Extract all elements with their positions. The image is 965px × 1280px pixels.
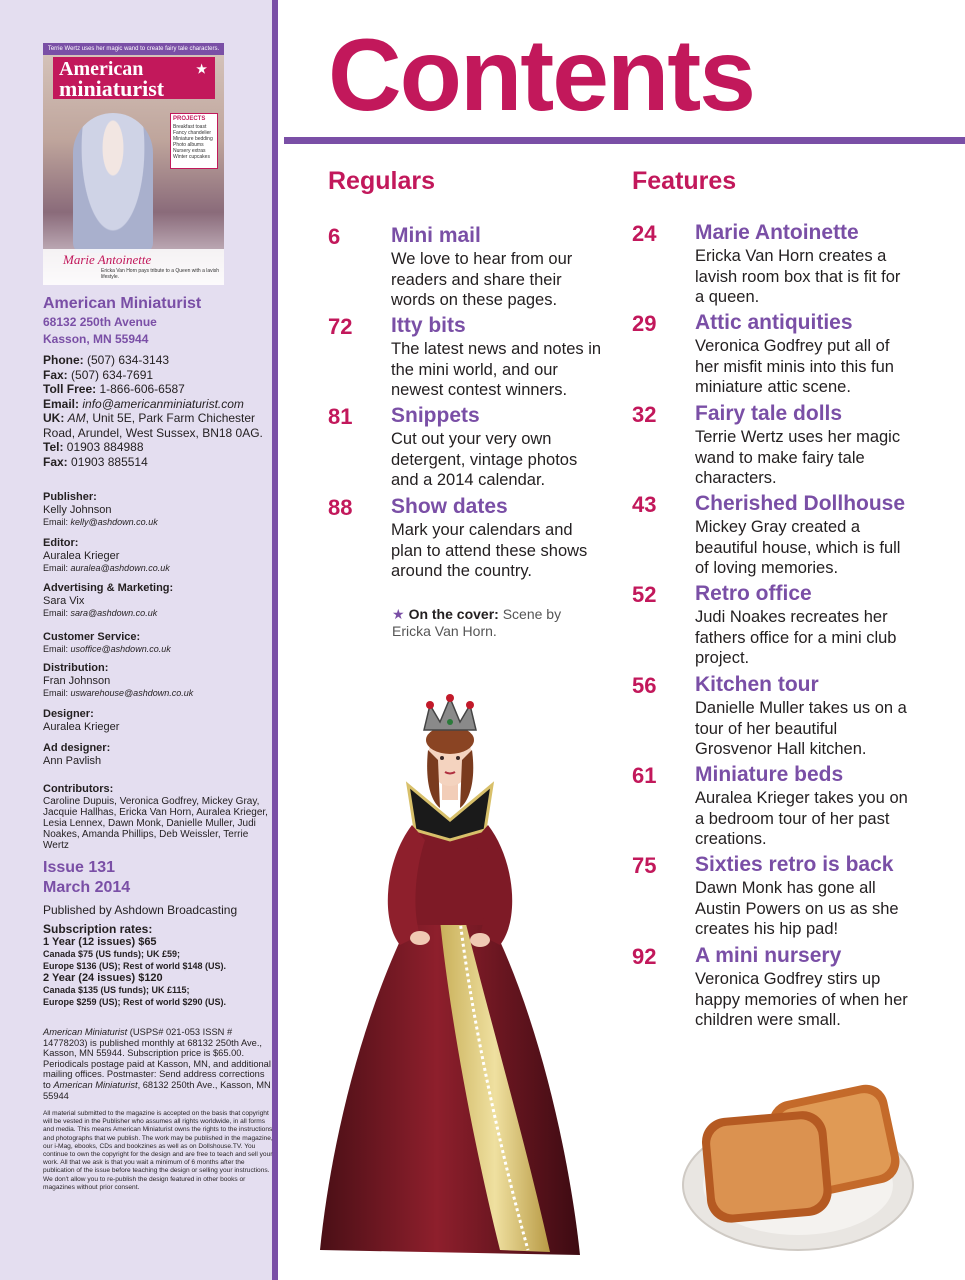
entry-page-number: 75 — [632, 853, 657, 878]
magazine-name: American Miniaturist — [43, 295, 202, 312]
cover-feature-sub: Ericka Van Horn pays tribute to a Queen with a lavish lifestyle. — [101, 268, 220, 280]
cover-credit: ★ On the cover: Scene by Ericka Van Horn. — [392, 606, 562, 639]
email-link[interactable]: usoffice@ashdown.co.uk — [70, 644, 171, 654]
entry-page-number: 29 — [632, 311, 657, 336]
email-link[interactable]: sara@ashdown.co.uk — [70, 608, 158, 618]
entry-description: Mickey Gray created a beautiful house, which is full of loving memories. — [695, 518, 901, 577]
cover-project-item: Nursery extras — [173, 148, 206, 154]
cover-project-item: Miniature bedding — [173, 136, 213, 142]
entry-title: Miniature beds — [695, 763, 844, 786]
contact-email: Email: info@americanminiaturist.com — [43, 396, 244, 411]
entry-title: Mini mail — [391, 224, 481, 247]
postal-statement: American Miniaturist (USPS# 021-053 ISSN # 14778203) is published monthly at 68132 250th Ave., Kasson, MN 55944. Subscription price is $65.00. Periodicals postage paid at Kasson, MN, and additional mailing offices. Postmaster: Send address corrections to American Miniaturist, 68132 250th Ave., Kasson, MN 55944 — [43, 1027, 271, 1101]
contact-uk-fax: Fax: 01903 885514 — [43, 454, 148, 469]
entry-page-number: 24 — [632, 221, 657, 246]
magazine-address — [43, 314, 268, 348]
address-line: 68132 250th Avenue — [43, 315, 157, 329]
entry-title: Itty bits — [391, 314, 466, 337]
entry-description: Danielle Muller takes us on a tour of her beautiful Grosvenor Hall kitchen. — [695, 699, 907, 758]
page-title: Contents — [328, 18, 754, 132]
contact-block — [43, 353, 273, 469]
contributors-block: Contributors: Caroline Dupuis, Veronica Godfrey, Mickey Gray, Jacquie Hallhas, Ericka Van Horn, Auralea Krieger, Lesia Lennex, Dawn Monk, Danielle Muller, Judi Noakes, Amanda Phillips, Deb Weissler, Terrie Wertz — [43, 783, 268, 851]
email-link[interactable]: auralea@ashdown.co.uk — [70, 563, 170, 573]
contact-phone: Phone: (507) 634-3143 — [43, 353, 170, 367]
staff-editor: Editor: Auralea Krieger Email: auralea@ashdown.co.uk — [43, 537, 170, 573]
cover-masthead — [53, 57, 215, 99]
entry-page-number: 6 — [328, 224, 341, 249]
entry-title: Fairy tale dolls — [695, 402, 843, 425]
cover-thumbnail[interactable] — [43, 43, 224, 285]
contact-toll-free: Toll Free: 1-866-606-6587 — [43, 382, 185, 396]
cover-feature-title: Marie Antoinette — [63, 252, 152, 267]
cover-masthead-line1: American — [59, 58, 144, 80]
entry-page-number: 72 — [328, 314, 353, 339]
copyright-notice: All material submitted to the magazine is accepted on the basis that copyright will be vested in the Publisher who assumes all rights worldwide, in all forms and media. This means American Miniaturist owns the rights to the instructions and photographs that we publish. The work may be published in the magazine, our i-Mag, ebooks, CDs and bookzines as well as on Dollshouse.TV. You continue to own the copyright for the design and are free to teach and sell your work. All that we ask is that you wait a minimum of 6 months after the publication of the issue before teaching the design or selling your instructions. We don't allow you to re-publish the design featured in other books or magazines without prior consent. — [43, 1110, 273, 1191]
staff-ad-designer: Ad designer: Ann Pavlish — [43, 742, 111, 767]
queen-doll-image — [300, 690, 600, 1270]
entry-page-number: 43 — [632, 492, 657, 517]
entry-description: We love to hear from our readers and share their words on these pages. — [391, 250, 573, 309]
entry-title: Show dates — [391, 495, 508, 518]
entry-page-number: 61 — [632, 763, 657, 788]
entry-title: Snippets — [391, 404, 480, 427]
entry-page-number: 52 — [632, 582, 657, 607]
entry-description: Mark your calendars and plan to attend these shows around the country. — [391, 521, 588, 580]
cover-masthead-line2: miniaturist — [59, 76, 165, 101]
issue-info — [43, 858, 130, 898]
subscription-rates: Subscription rates: 1 Year (12 issues) $65 Canada $75 (US funds); UK £59; Europe $136 (US); Rest of world $148 (US). 2 Year (24 issues) $120 Canada $135 (US funds); UK £115; Europe $259 (US); Rest of world $290 (US). — [43, 922, 227, 1007]
entry-page-number: 32 — [632, 402, 657, 427]
publisher-line: Published by Ashdown Broadcasting — [43, 903, 238, 917]
email-link[interactable]: uswarehouse@ashdown.co.uk — [70, 688, 194, 698]
staff-distribution: Distribution: Fran Johnson Email: uswarehouse@ashdown.co.uk — [43, 662, 194, 698]
entry-description: Dawn Monk has gone all Austin Powers on us as she creates his hip pad! — [695, 879, 899, 938]
entry-description: Judi Noakes recreates her fathers office for a mini club project. — [695, 608, 897, 667]
star-icon: ★ — [392, 606, 405, 622]
toast-plate-image — [680, 1075, 915, 1255]
cover-projects-box — [170, 113, 218, 169]
entry-description: The latest news and notes in the mini world, and our newest contest winners. — [391, 340, 602, 399]
cover-projects-title: PROJECTS — [173, 116, 206, 122]
entry-title: Cherished Dollhouse — [695, 492, 906, 515]
entry-title: Attic antiquities — [695, 311, 853, 334]
entry-description: Veronica Godfrey put all of her misfit minis into this fun miniature attic scene. — [695, 337, 894, 396]
cover-project-item: Breakfast toast — [173, 124, 207, 130]
entry-title: Retro office — [695, 582, 812, 605]
contact-uk-tel: Tel: 01903 884988 — [43, 440, 144, 454]
issue-number: Issue 131 — [43, 859, 116, 876]
entry-title: Marie Antoinette — [695, 221, 859, 244]
star-icon: ★ — [196, 62, 207, 76]
entry-description: Ericka Van Horn creates a lavish room box that is fit for a queen. — [695, 247, 901, 306]
entry-page-number: 56 — [632, 673, 657, 698]
cover-project-item: Fancy chandelier — [173, 130, 212, 136]
contact-fax: Fax: (507) 634-7691 — [43, 367, 154, 382]
header-divider — [284, 137, 965, 144]
cover-feature-banner — [43, 249, 224, 285]
staff-advertising: Advertising & Marketing: Sara Vix Email: sara@ashdown.co.uk — [43, 582, 174, 618]
entry-description: Veronica Godfrey stirs up happy memories of when her children were small. — [695, 970, 908, 1029]
staff-customer-service: Customer Service: Email: usoffice@ashdown.co.uk — [43, 631, 171, 654]
staff-publisher: Publisher: Kelly Johnson Email: kelly@ashdown.co.uk — [43, 491, 158, 527]
email-link[interactable]: info@americanminiaturist.com — [79, 396, 244, 411]
staff-designer: Designer: Auralea Krieger — [43, 708, 120, 733]
entry-page-number: 81 — [328, 404, 353, 429]
entry-page-number: 92 — [632, 944, 657, 969]
address-line: Kasson, MN 55944 — [43, 332, 149, 346]
entry-title: Sixties retro is back — [695, 853, 894, 876]
entry-page-number: 88 — [328, 495, 353, 520]
regulars-heading: Regulars — [328, 167, 435, 195]
cover-project-item: Winter cupcakes — [173, 154, 210, 160]
entry-description: Cut out your very own detergent, vintage photos and a 2014 calendar. — [391, 430, 578, 489]
entry-description: Terrie Wertz uses her magic wand to make fairy tale characters. — [695, 428, 901, 487]
entry-title: A mini nursery — [695, 944, 842, 967]
masthead-sidebar — [0, 0, 278, 1280]
cover-doll-image — [73, 113, 153, 253]
issue-date: March 2014 — [43, 879, 131, 896]
features-heading: Features — [632, 167, 737, 195]
cover-tagline: Terrie Wertz uses her magic wand to create fairy tale characters. — [43, 43, 224, 55]
contact-uk-address: UK: AM, Unit 5E, Park Farm Chichester Road, Arundel, West Sussex, BN18 0AG. — [43, 411, 263, 440]
entry-description: Auralea Krieger takes you on a bedroom tour of her past creations. — [695, 789, 908, 848]
email-link[interactable]: kelly@ashdown.co.uk — [70, 517, 158, 527]
entry-title: Kitchen tour — [695, 673, 819, 696]
cover-project-item: Photo albums — [173, 142, 204, 148]
